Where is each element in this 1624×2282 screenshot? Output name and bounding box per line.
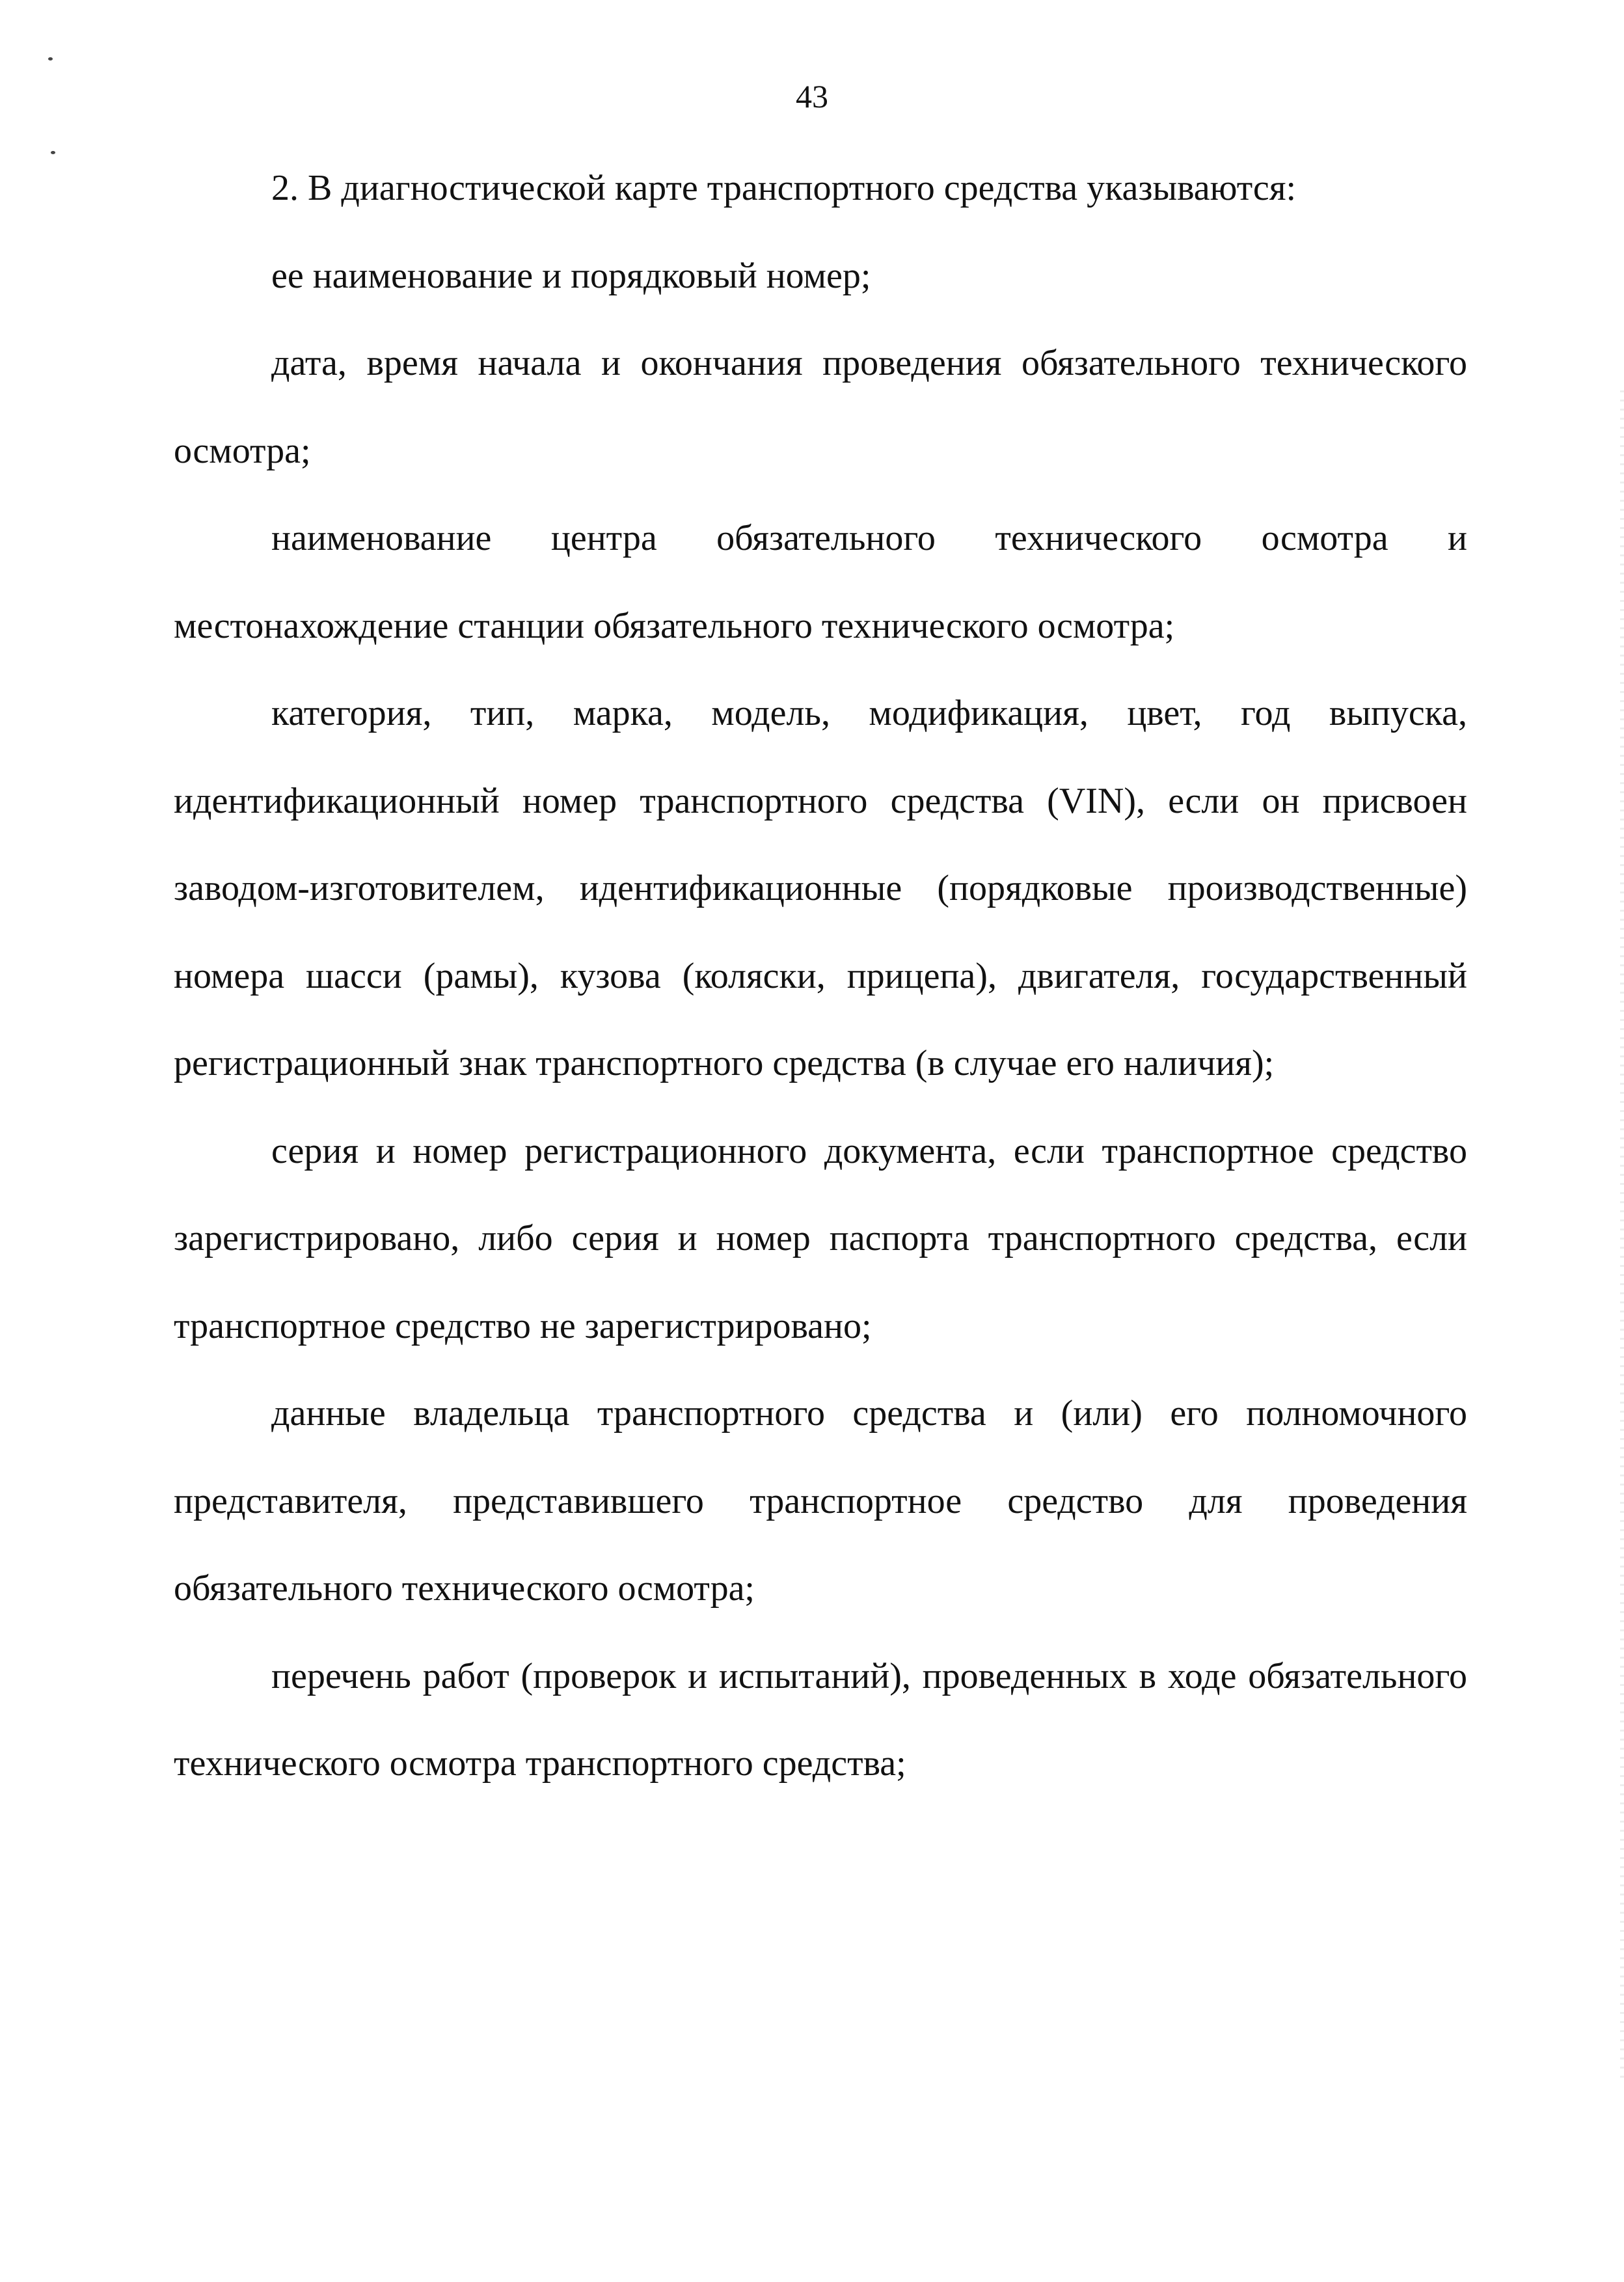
page-number: 43 (796, 78, 828, 115)
paragraph-item: наименование центра обязательного технического осмотра и местонахождение станции обязательного технического осмотра; (174, 518, 1467, 646)
document-body (174, 144, 1467, 1808)
paragraph-item: перечень работ (проверок и испытаний), проведенных в ходе обязательного технического осмотра транспортного средства; (174, 1655, 1467, 1784)
paragraph-item: серия и номер регистрационного документа, если транспортное средство зарегистрировано, либо серия и номер паспорта транспортного средства, если транспортное средство не зарегистрировано; (174, 1130, 1467, 1346)
scan-artifact-mark (51, 151, 55, 154)
scan-artifact-mark (48, 57, 53, 61)
paragraph-item: ее наименование и порядковый номер; (271, 255, 871, 296)
paragraph-item: категория, тип, марка, модель, модификация, цвет, год выпуска, идентификационный номер транспортного средства (VIN), если он присвоен заводом-изготовителем, идентификационные (порядковые производственные) номера шасси (рамы), кузова (коляски, прицепа), двигателя, государственный регистрационный знак транспортного средства (в случае его наличия); (174, 693, 1467, 1083)
paragraph-item: данные владельца транспортного средства и (или) его полномочного представителя, представившего транспортное средство для проведения обязательного технического осмотра; (174, 1393, 1467, 1609)
paragraph-item: дата, время начала и окончания проведения обязательного технического осмотра; (174, 343, 1467, 471)
scan-edge-speckle (1620, 390, 1624, 2082)
paragraph-heading-item: 2. В диагностической карте транспортного средства указываются: (271, 168, 1297, 208)
